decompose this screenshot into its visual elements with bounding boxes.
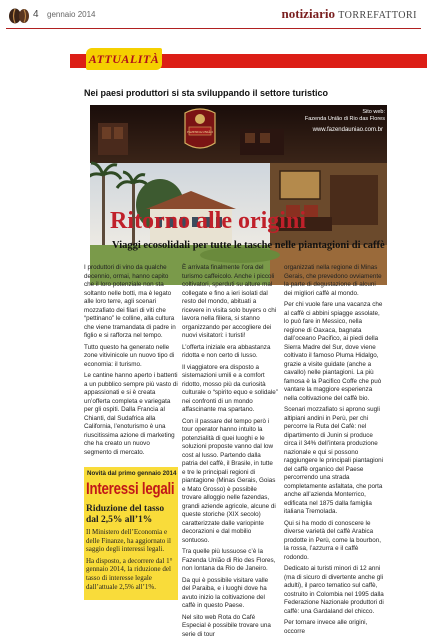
sidebar-subtitle: Riduzione del tasso dal 2,5% all’1%: [86, 504, 165, 525]
paragraph: Il viaggiatore era disposto a sistemazioni umili e a comfort ridotto, mosso più da curiosità culturale o “spirito equo e solidale” nei confronti di un mondo affascinante ma spartano.: [182, 363, 278, 413]
coffee-bean-logo-icon: [8, 8, 30, 24]
header-divider: [6, 28, 421, 29]
paragraph: I produttori di vino da qualche decennio, ormai, hanno capito che il loro potenziale non sta soltanto nelle botti, ma è legato alle loro terre, agli scenari mozzafiato dei filari di viti che “pettinano” le colline, alla cultura che viene tramandata di padre in figlio e si rafforza nel tempo.: [84, 264, 176, 339]
paragraph: Tutto questo ha generato nelle zone vitivinicole un nuovo tipo di economia: il turismo.: [84, 343, 175, 368]
section-label: ATTUALITÀ: [86, 48, 162, 70]
issue-date: gennaio 2014: [47, 10, 96, 19]
article-headline: Ritorno alle origini: [110, 208, 306, 234]
paragraph: L’offerta iniziale era abbastanza ridotta e non certo di lusso.: [182, 343, 271, 359]
sidebar-kicker: Novità dal primo gennaio 2014: [87, 470, 177, 477]
paragraph: Scenari mozzafiato si aprono sugli altipiani andini in Perù, per chi percorre la Ruta del Cafè: nel dipartimento di Junin si produce circa il 34% dell’intera produzione nazionale e qui si possono raggiungere le principali piantagioni del caffè organico del Paese percorrendo una strada completamente asfaltata, che porta anche all’azienda Monterrico, edificata nel 1875 dalla famiglia italiana Tremolada.: [284, 406, 384, 515]
body-column-1: [84, 264, 178, 460]
page-number: 4: [33, 9, 39, 20]
sidebar-title: Interessi legali: [86, 479, 175, 498]
paragraph: È arrivata finalmente l’ora del turismo caffeicolo. Anche i piccoli coltivatori, sperduti su alture mal collegate e fino a ieri isolati dal resto del mondo, abituati a ricevere in visita solo buyers o chi lavora nella filiera, si stanno organizzando per accogliere dei nuovi visitatori: i turisti!: [182, 264, 277, 339]
paragraph: Qui si ha modo di conoscere le diverse varietà del caffè Arabica prodotte in Perù, come la bourbon, la rossa, l’azzurra e il caffè rodondo.: [284, 519, 381, 561]
paragraph: Per tornare invece alle origini, occorre: [284, 619, 368, 635]
photo-credit: [305, 109, 385, 123]
photo-url: www.fazendauniao.com.br: [312, 127, 383, 133]
brand-main: notiziario: [281, 6, 335, 21]
paragraph: Nel sito web Rota do Café Especial è possibile trovare una serie di tour: [182, 613, 271, 638]
paragraph: Il Ministero dell’Economia e delle Finanze, ha aggiornato il saggio degli interessi legali.: [86, 528, 171, 554]
paragraph: Da qui è possibile visitare valle del Paraiba, e i luoghi dove ha avuto inizio la coltivazione del caffè in questo Paese.: [182, 576, 269, 609]
brand-sub: TORREFATTORI: [338, 10, 417, 21]
publication-brand: [282, 6, 417, 22]
fazenda-sign: [185, 109, 215, 148]
sidebar-body: [86, 528, 177, 594]
paragraph: Le cantine hanno aperto i battenti a un pubblico sempre più vasto di appassionati e si è creata un’offerta completa e variegata per gli ospiti. Dalla Francia al Chianti, dal Sudafrica alla California, l’enoturismo è una riuscitissima azione di marketing che ha creato un nuovo segmento di mercato.: [84, 372, 178, 456]
paragraph: Tra quelle più lussuose c’è la Fazenda União di Rio des Flores, non lontana da Rio de Janeiro.: [182, 548, 276, 572]
credit-line-2: Fazenda União di Rio das Flores: [304, 115, 385, 122]
article-kicker: Nei paesi produttori si sta sviluppando il settore turistico: [84, 88, 329, 98]
paragraph: Con il passare del tempo però i tour operator hanno intuito la potenzialità di quei luoghi e le soluzioni proposte vanno dal low cost al lusso. Partendo dalla patria del caffè, il Brasile, in tutte e tre le principali regioni di piantagione (Minas Gerais, Goias e Mato Grosso) è possibile trovare alloggio nelle fazendas, grandi aziende agricole, alcune di queste storiche (XIX secolo) caratterizzate dalle variopinte decorazioni e dal mobilio sontuoso.: [182, 417, 276, 544]
credit-line-1: Sito web:: [362, 109, 385, 115]
article-subheadline: Viaggi ecosolidali per tutte le tasche nelle piantagioni di caffè: [112, 240, 385, 251]
body-column-3: [284, 264, 384, 639]
paragraph: Per chi vuole fare una vacanza che al caffè ci abbini spiagge assolate, lo può fare in Messico, nella regione di Oaxaca, bagnata dall’oceano Pacifico, ai piedi della Sierra Madre del Sur, dove viene coltivato il famoso Pluma Hidalgo, grazie a visite guidate (anche a cavallo) nelle piantagioni. La più famosa è la Pacifico Coffe che può vantare la maggiore esperienza nella coltivazione del caffè bio.: [284, 301, 383, 402]
paragraph: Ha disposto, a decorrere dal 1° gennaio 2014, la riduzione del tasso di interesse legale dall’attuale 2,5% all’1%.: [86, 556, 173, 591]
body-column-2: [182, 264, 278, 642]
paragraph: organizzati nella regione di Minas Gerais, che prevedono ovviamente la parte di degustazione di alcuni dei migliori caffè al mondo.: [284, 264, 382, 297]
paragraph: Dedicato ai turisti minori di 12 anni (ma di sicuro di divertente anche gli adulti), il parco tematico sul caffè, costruito in Colombia nel 1995 dalla Federazione Nazionale produttori di caffè: una Gardaland del chicco.: [284, 565, 384, 615]
sign-text: FAZENDA UNIÃO: [187, 130, 213, 134]
